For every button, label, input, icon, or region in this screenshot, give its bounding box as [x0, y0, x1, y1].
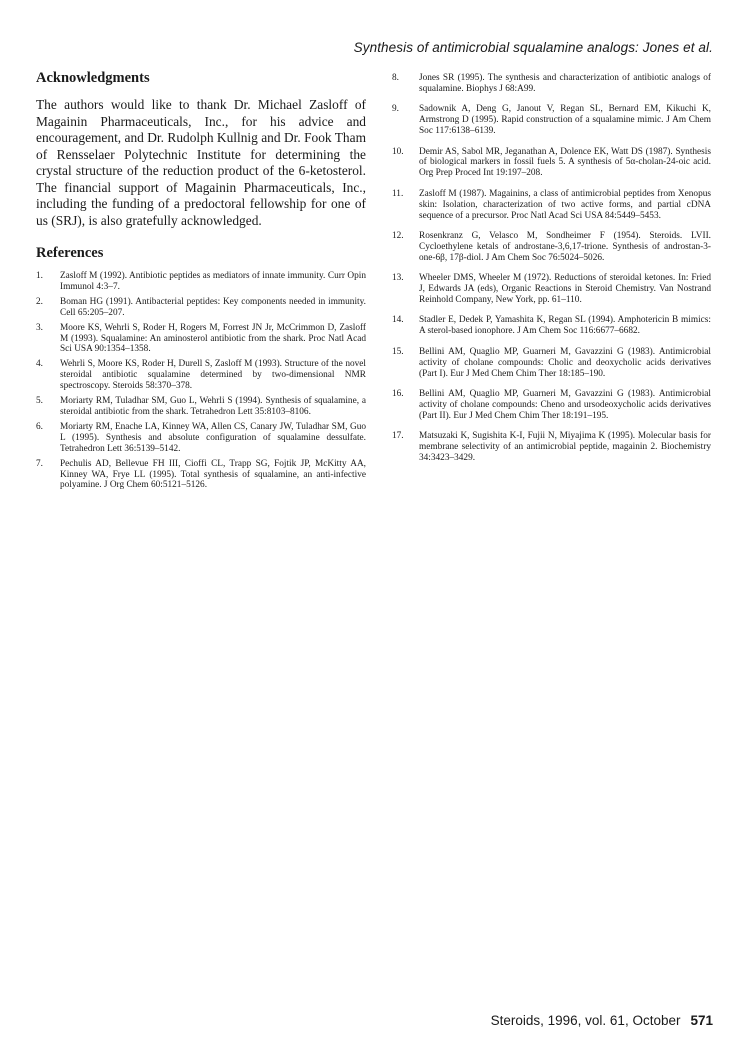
reference-number: 13.	[392, 273, 404, 284]
reference-list-left	[36, 271, 366, 491]
reference-number: 5.	[36, 396, 43, 407]
reference-number: 4.	[36, 359, 43, 370]
reference-number: 17.	[392, 431, 404, 442]
acknowledgments-body: The authors would like to thank Dr. Michael Zasloff of Magainin Pharmaceuticals, Inc., for his advice and encouragement, and Dr. Rudolph Kullnig and Dr. Fook Tham of Rensselaer Polytechnic Institute for determining the crystal structure of the reduction product of the 6-ketosterol. The financial support of Magainin Pharmaceuticals, Inc., including the funding of a predoctoral fellowship for one of us (SRJ), is also gratefully acknowledged.	[36, 97, 366, 228]
reference-item	[392, 189, 711, 222]
right-column	[392, 73, 711, 473]
reference-text: Moriarty RM, Enache LA, Kinney WA, Allen CS, Canary JW, Tuladhar SM, Guo L (1995). Synthesis and absolute configuration of squalamine dessulfate. Tetrahedron Lett 36:5139–5142.	[60, 421, 366, 454]
reference-text: Wehrli S, Moore KS, Roder H, Durell S, Zasloff M (1993). Structure of the novel steroidal antibiotic squalamine determined by two-dimensional NMR spectroscopy. Steroids 58:370–378.	[60, 359, 366, 392]
reference-text: Demir AS, Sabol MR, Jeganathan A, Dolence EK, Watt DS (1987). Synthesis of biological markers in fossil fuels 5. A synthesis of 5α-cholan-24-oic acid. Org Prep Proced Int 19:197–208.	[419, 146, 711, 179]
reference-number: 15.	[392, 346, 404, 357]
reference-text: Jones SR (1995). The synthesis and characterization of antibiotic analogs of squalamine. Biophys J 68:A99.	[419, 73, 711, 94]
reference-number: 8.	[392, 73, 399, 83]
reference-item	[36, 359, 366, 392]
page-number: 571	[690, 1013, 713, 1028]
reference-item	[392, 73, 711, 95]
reference-list-right	[392, 73, 711, 464]
reference-text: Boman HG (1991). Antibacterial peptides: Key components needed in immunity. Cell 65:205–207.	[60, 296, 366, 318]
reference-item	[392, 231, 711, 264]
reference-item	[392, 104, 711, 137]
journal-info: Steroids, 1996, vol. 61, October	[490, 1013, 681, 1028]
reference-item	[392, 389, 711, 422]
reference-number: 10.	[392, 146, 404, 157]
reference-number: 14.	[392, 315, 404, 326]
reference-text: Bellini AM, Quaglio MP, Guarneri M, Gavazzini G (1983). Antimicrobial activity of cholane compounds: Cholic and deoxycholic acids derivatives (Part I). Eur J Med Chem Chim Ther 18:185–190.	[419, 346, 711, 379]
reference-number: 1.	[36, 271, 43, 281]
reference-text: Sadownik A, Deng G, Janout V, Regan SL, Bernard EM, Kikuchi K, Armstrong D (1995). Rapid construction of a squalamine mimic. J Am Chem Soc 117:6138–6139.	[419, 104, 711, 137]
reference-text: Bellini AM, Quaglio MP, Guarneri M, Gavazzini G (1983). Antimicrobial activity of cholane compounds: Cheno and ursodeoxycholic acids derivatives (Part II). Eur J Med Chem Chim Ther 18:191–195.	[419, 388, 711, 421]
reference-text: Rosenkranz G, Velasco M, Sondheimer F (1954). Steroids. LVII. Cycloethylene ketals of androstane-3,6,17-trione. Synthesis of androstan-3-one-6β, 17β-diol. J Am Chem Soc 76:5024–5026.	[419, 230, 711, 263]
reference-number: 9.	[392, 104, 399, 115]
acknowledgments-heading: Acknowledgments	[36, 70, 150, 86]
reference-item	[392, 315, 711, 337]
reference-text: Stadler E, Dedek P, Yamashita K, Regan SL (1994). Amphotericin B mimics: A sterol-based ionophore. J Am Chem Soc 116:6677–6682.	[419, 315, 711, 337]
reference-item	[392, 147, 711, 180]
left-column	[36, 70, 366, 495]
reference-number: 12.	[392, 230, 404, 241]
reference-item	[392, 431, 711, 464]
reference-number: 7.	[36, 458, 43, 469]
reference-text: Wheeler DMS, Wheeler M (1972). Reductions of steroidal ketones. In: Fried J, Edwards JA (eds), Organic Reactions in Steroid Chemistry. Van Nostrand Reinhold Company, New York, pp. 61–110.	[419, 273, 711, 305]
reference-item	[36, 459, 366, 492]
reference-number: 11.	[392, 188, 404, 199]
reference-item	[36, 396, 366, 418]
reference-item	[36, 422, 366, 455]
reference-text: Moore KS, Wehrli S, Roder H, Rogers M, Forrest JN Jr, McCrimmon D, Zasloff M (1993). Squalamine: An aminosterol antibiotic from the shark. Proc Natl Acad Sci USA 90:1354–1358.	[60, 322, 366, 355]
reference-number: 3.	[36, 322, 43, 333]
reference-item	[392, 273, 711, 306]
reference-text: Zasloff M (1987). Magainins, a class of antimicrobial peptides from Xenopus skin: Isolation, characterization of two active forms, and partial cDNA sequence of a precursor. Proc Natl Acad Sci USA 84:5449–5453.	[419, 188, 711, 221]
reference-item	[392, 347, 711, 380]
reference-number: 6.	[36, 421, 43, 432]
references-heading: References	[36, 245, 104, 261]
reference-text: Moriarty RM, Tuladhar SM, Guo L, Wehrli S (1994). Synthesis of squalamine, a steroidal antibiotic from the shark. Tetrahedron Lett 35:8103–8106.	[60, 396, 366, 417]
reference-text: Zasloff M (1992). Antibiotic peptides as mediators of innate immunity. Curr Opin Immunol 4:3–7.	[60, 271, 366, 292]
reference-item	[36, 271, 366, 293]
running-head: Synthesis of antimicrobial squalamine analogs: Jones et al.	[353, 40, 713, 55]
reference-item	[36, 323, 366, 356]
reference-item	[36, 297, 366, 319]
reference-number: 2.	[36, 296, 43, 307]
reference-number: 16.	[392, 388, 404, 399]
reference-text: Pechulis AD, Bellevue FH III, Cioffi CL, Trapp SG, Fojtik JP, McKitty AA, Kinney WA, Frye LL (1995). Total synthesis of squalamine, an anti-infective polyamine. J Org Chem 60:5121–5126.	[60, 458, 366, 491]
page-footer	[491, 1013, 713, 1028]
reference-text: Matsuzaki K, Sugishita K-I, Fujii N, Miyajima K (1995). Molecular basis for membrane selectivity of an antimicrobial peptide, magainin 2. Biochemistry 34:3423–3429.	[419, 431, 711, 463]
